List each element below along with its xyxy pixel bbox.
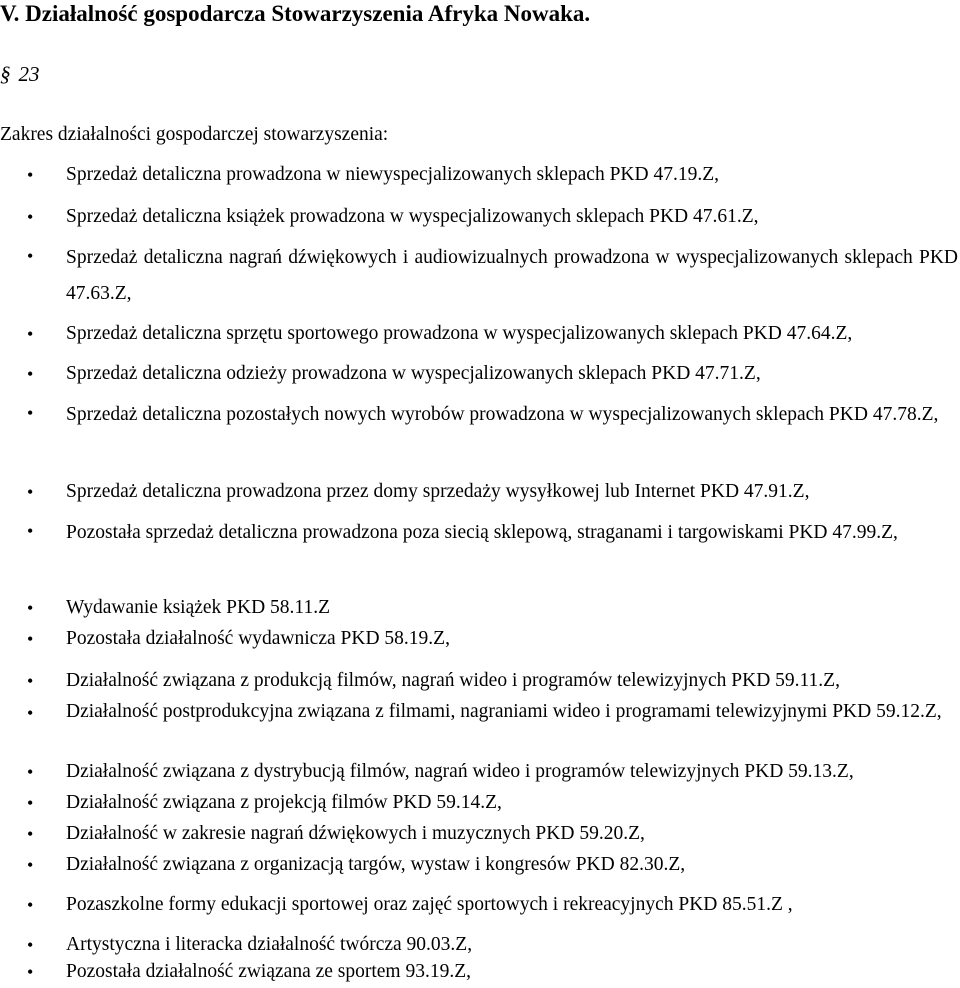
list-item-text: Sprzedaż detaliczna sprzętu sportowego prowadzona w wyspecjalizowanych sklepach PKD 47.64.Z, [66,323,853,344]
list-item-text: Sprzedaż detaliczna książek prowadzona w wyspecjalizowanych sklepach PKD 47.61.Z, [66,206,759,227]
intro-text: Zakres działalności gospodarczej stowarzyszenia: [0,124,389,145]
bullet-icon: • [27,962,34,982]
bullet-icon: • [27,703,34,723]
bullet-icon: • [27,364,34,384]
section-symbol: § [0,62,11,86]
list-item-text: Pozostała działalność związana ze sportem 93.19.Z, [66,961,472,982]
list-item-text: Sprzedaż detaliczna odzieży prowadzona w wyspecjalizowanych sklepach PKD 47.71.Z, [66,363,761,384]
bullet-icon: • [27,207,34,227]
list-item-text: Działalność postprodukcyjna związana z filmami, nagraniami wideo i programami telewizyjnymi PKD 59.12.Z, [66,701,942,722]
bullet-icon: • [27,629,34,649]
bullet-icon: • [27,762,34,782]
list-item-text: Sprzedaż detaliczna nagrań dźwiękowych i audiowizualnych prowadzona w wyspecjalizowanych sklepach PKD 47.63.Z, [66,247,958,304]
section-heading [0,60,40,88]
list-item-text: Działalność w zakresie nagrań dźwiękowych i muzycznych PKD 59.20.Z, [66,823,645,844]
bullet-icon: • [27,482,34,502]
list-item-text: Sprzedaż detaliczna prowadzona w niewyspecjalizowanych sklepach PKD 47.19.Z, [66,164,720,185]
list-item-text: Sprzedaż detaliczna pozostałych nowych wyrobów prowadzona w wyspecjalizowanych sklepach PKD 47.78.Z, [66,404,939,425]
list-item-text: Sprzedaż detaliczna prowadzona przez domy sprzedaży wysyłkowej lub Internet PKD 47.91.Z, [66,481,810,502]
list-item-text: Działalność związana z produkcją filmów, nagrań wideo i programów telewizyjnych PKD 59.11.Z, [66,670,840,691]
bullet-icon: • [27,855,34,875]
bullet-icon: • [27,165,34,185]
bullet-icon: • [27,403,34,423]
list-item-text: Artystyczna i literacka działalność twórcza 90.03.Z, [66,934,473,955]
bullet-icon: • [27,324,34,344]
bullet-icon: • [27,671,34,691]
list-item-text: Działalność związana z projekcją filmów PKD 59.14.Z, [66,792,502,813]
list-item-text: Wydawanie książek PKD 58.11.Z [66,597,330,618]
bullet-icon: • [27,793,34,813]
list-item-text: Pozostała działalność wydawnicza PKD 58.19.Z, [66,628,450,649]
section-number: 23 [18,62,40,86]
list-item-text: Działalność związana z dystrybucją filmów, nagrań wideo i programów telewizyjnych PKD 59.13.Z, [66,761,854,782]
list-item-text: Pozaszkolne formy edukacji sportowej oraz zajęć sportowych i rekreacyjnych PKD 85.51.Z , [66,894,793,915]
chapter-title: V. Działalność gospodarcza Stowarzyszenia Afryka Nowaka. [0,1,591,26]
bullet-icon: • [27,895,34,915]
bullet-icon: • [27,246,34,266]
bullet-icon: • [27,521,34,541]
bullet-icon: • [27,824,34,844]
list-item-text: Działalność związana z organizacją targów, wystaw i kongresów PKD 82.30.Z, [66,854,686,875]
bullet-icon: • [27,598,34,618]
bullet-icon: • [27,935,34,955]
list-item-text: Pozostała sprzedaż detaliczna prowadzona poza siecią sklepową, straganami i targowiskami PKD 47.99.Z, [66,522,898,543]
